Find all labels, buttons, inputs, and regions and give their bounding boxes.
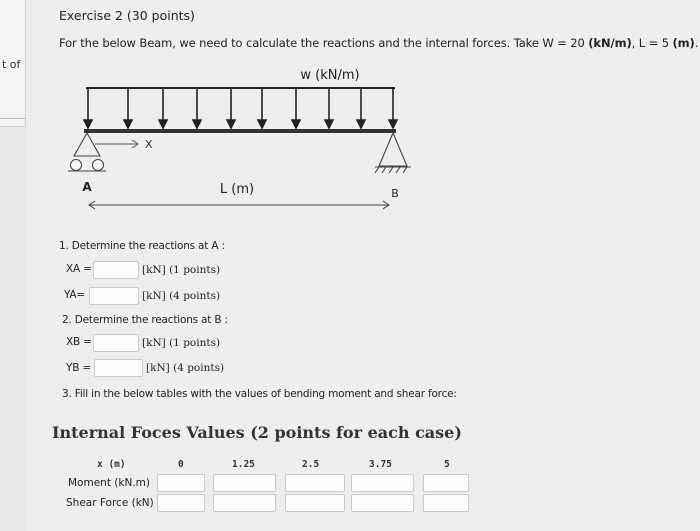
xa-label: XA =: [66, 263, 92, 275]
load-arrow-head: [357, 120, 365, 128]
yb-input[interactable]: [94, 359, 143, 377]
shear-input-4[interactable]: [423, 494, 469, 512]
prompt-mid: , L = 5: [631, 36, 673, 50]
xb-unit: [kN] (1 points): [142, 337, 221, 349]
yb-unit: [kN] (4 points): [146, 362, 225, 374]
column-header-2: 2.5: [302, 459, 320, 470]
shear-input-3[interactable]: [351, 494, 414, 512]
moment-input-2[interactable]: [285, 474, 345, 492]
prompt-unit-l: (m): [672, 36, 695, 50]
exercise-title: Exercise 2 (30 points): [59, 8, 195, 23]
moment-row-label: Moment (kN.m): [68, 477, 150, 489]
load-arrow-head: [193, 120, 201, 128]
sidebar-label: t of: [2, 58, 21, 71]
ya-input[interactable]: [89, 287, 139, 305]
pin-support-b: [375, 133, 411, 173]
moment-input-1[interactable]: [213, 474, 276, 492]
length-label: L (m): [219, 182, 255, 197]
load-arrow-head: [227, 120, 235, 128]
load-arrow-head: [325, 120, 333, 128]
shear-input-0[interactable]: [157, 494, 205, 512]
prompt-unit-w: (kN/m): [588, 36, 632, 50]
xa-unit: [kN] (1 points): [142, 264, 221, 276]
xb-input[interactable]: [93, 334, 139, 352]
shear-row-label: Shear Force (kN): [66, 497, 154, 509]
load-arrow-head: [159, 120, 167, 128]
moment-input-3[interactable]: [351, 474, 414, 492]
x-column-header: x (m): [97, 459, 126, 470]
column-header-0: 0: [178, 459, 184, 470]
load-arrow-head: [124, 120, 132, 128]
prompt-text: For the below Beam, we need to calculate the reactions and the internal forces. Take W = 20: [59, 36, 589, 50]
column-header-1: 1.25: [232, 459, 255, 470]
beam-diagram: [0, 0, 700, 230]
moment-input-0[interactable]: [157, 474, 205, 492]
question-2: 2. Determine the reactions at B :: [62, 314, 228, 326]
load-arrow-head: [292, 120, 300, 128]
column-header-3: 3.75: [369, 459, 392, 470]
ya-label: YA=: [64, 289, 85, 301]
shear-input-2[interactable]: [285, 494, 345, 512]
xb-label: XB =: [66, 336, 92, 348]
xa-input[interactable]: [93, 261, 139, 279]
load-arrow-head: [258, 120, 266, 128]
load-arrows: [84, 88, 397, 128]
ya-unit: [kN] (4 points): [142, 290, 221, 302]
question-1: 1. Determine the reactions at A :: [59, 240, 225, 252]
yb-label: YB =: [66, 362, 91, 374]
prompt-end: .: [694, 36, 699, 50]
support-a-label: A: [82, 180, 92, 194]
load-label: w (kN/m): [300, 68, 360, 83]
load-arrow-head: [84, 120, 92, 128]
column-header-4: 5: [444, 459, 450, 470]
support-b-label: B: [391, 187, 399, 200]
table-title: Internal Foces Values (2 points for each case): [52, 423, 462, 442]
question-3: 3. Fill in the below tables with the values of bending moment and shear force:: [62, 388, 457, 400]
x-axis-label: X: [145, 138, 153, 151]
shear-input-1[interactable]: [213, 494, 276, 512]
load-arrow-head: [389, 120, 397, 128]
roller-support-a: [68, 133, 106, 171]
moment-input-4[interactable]: [423, 474, 469, 492]
